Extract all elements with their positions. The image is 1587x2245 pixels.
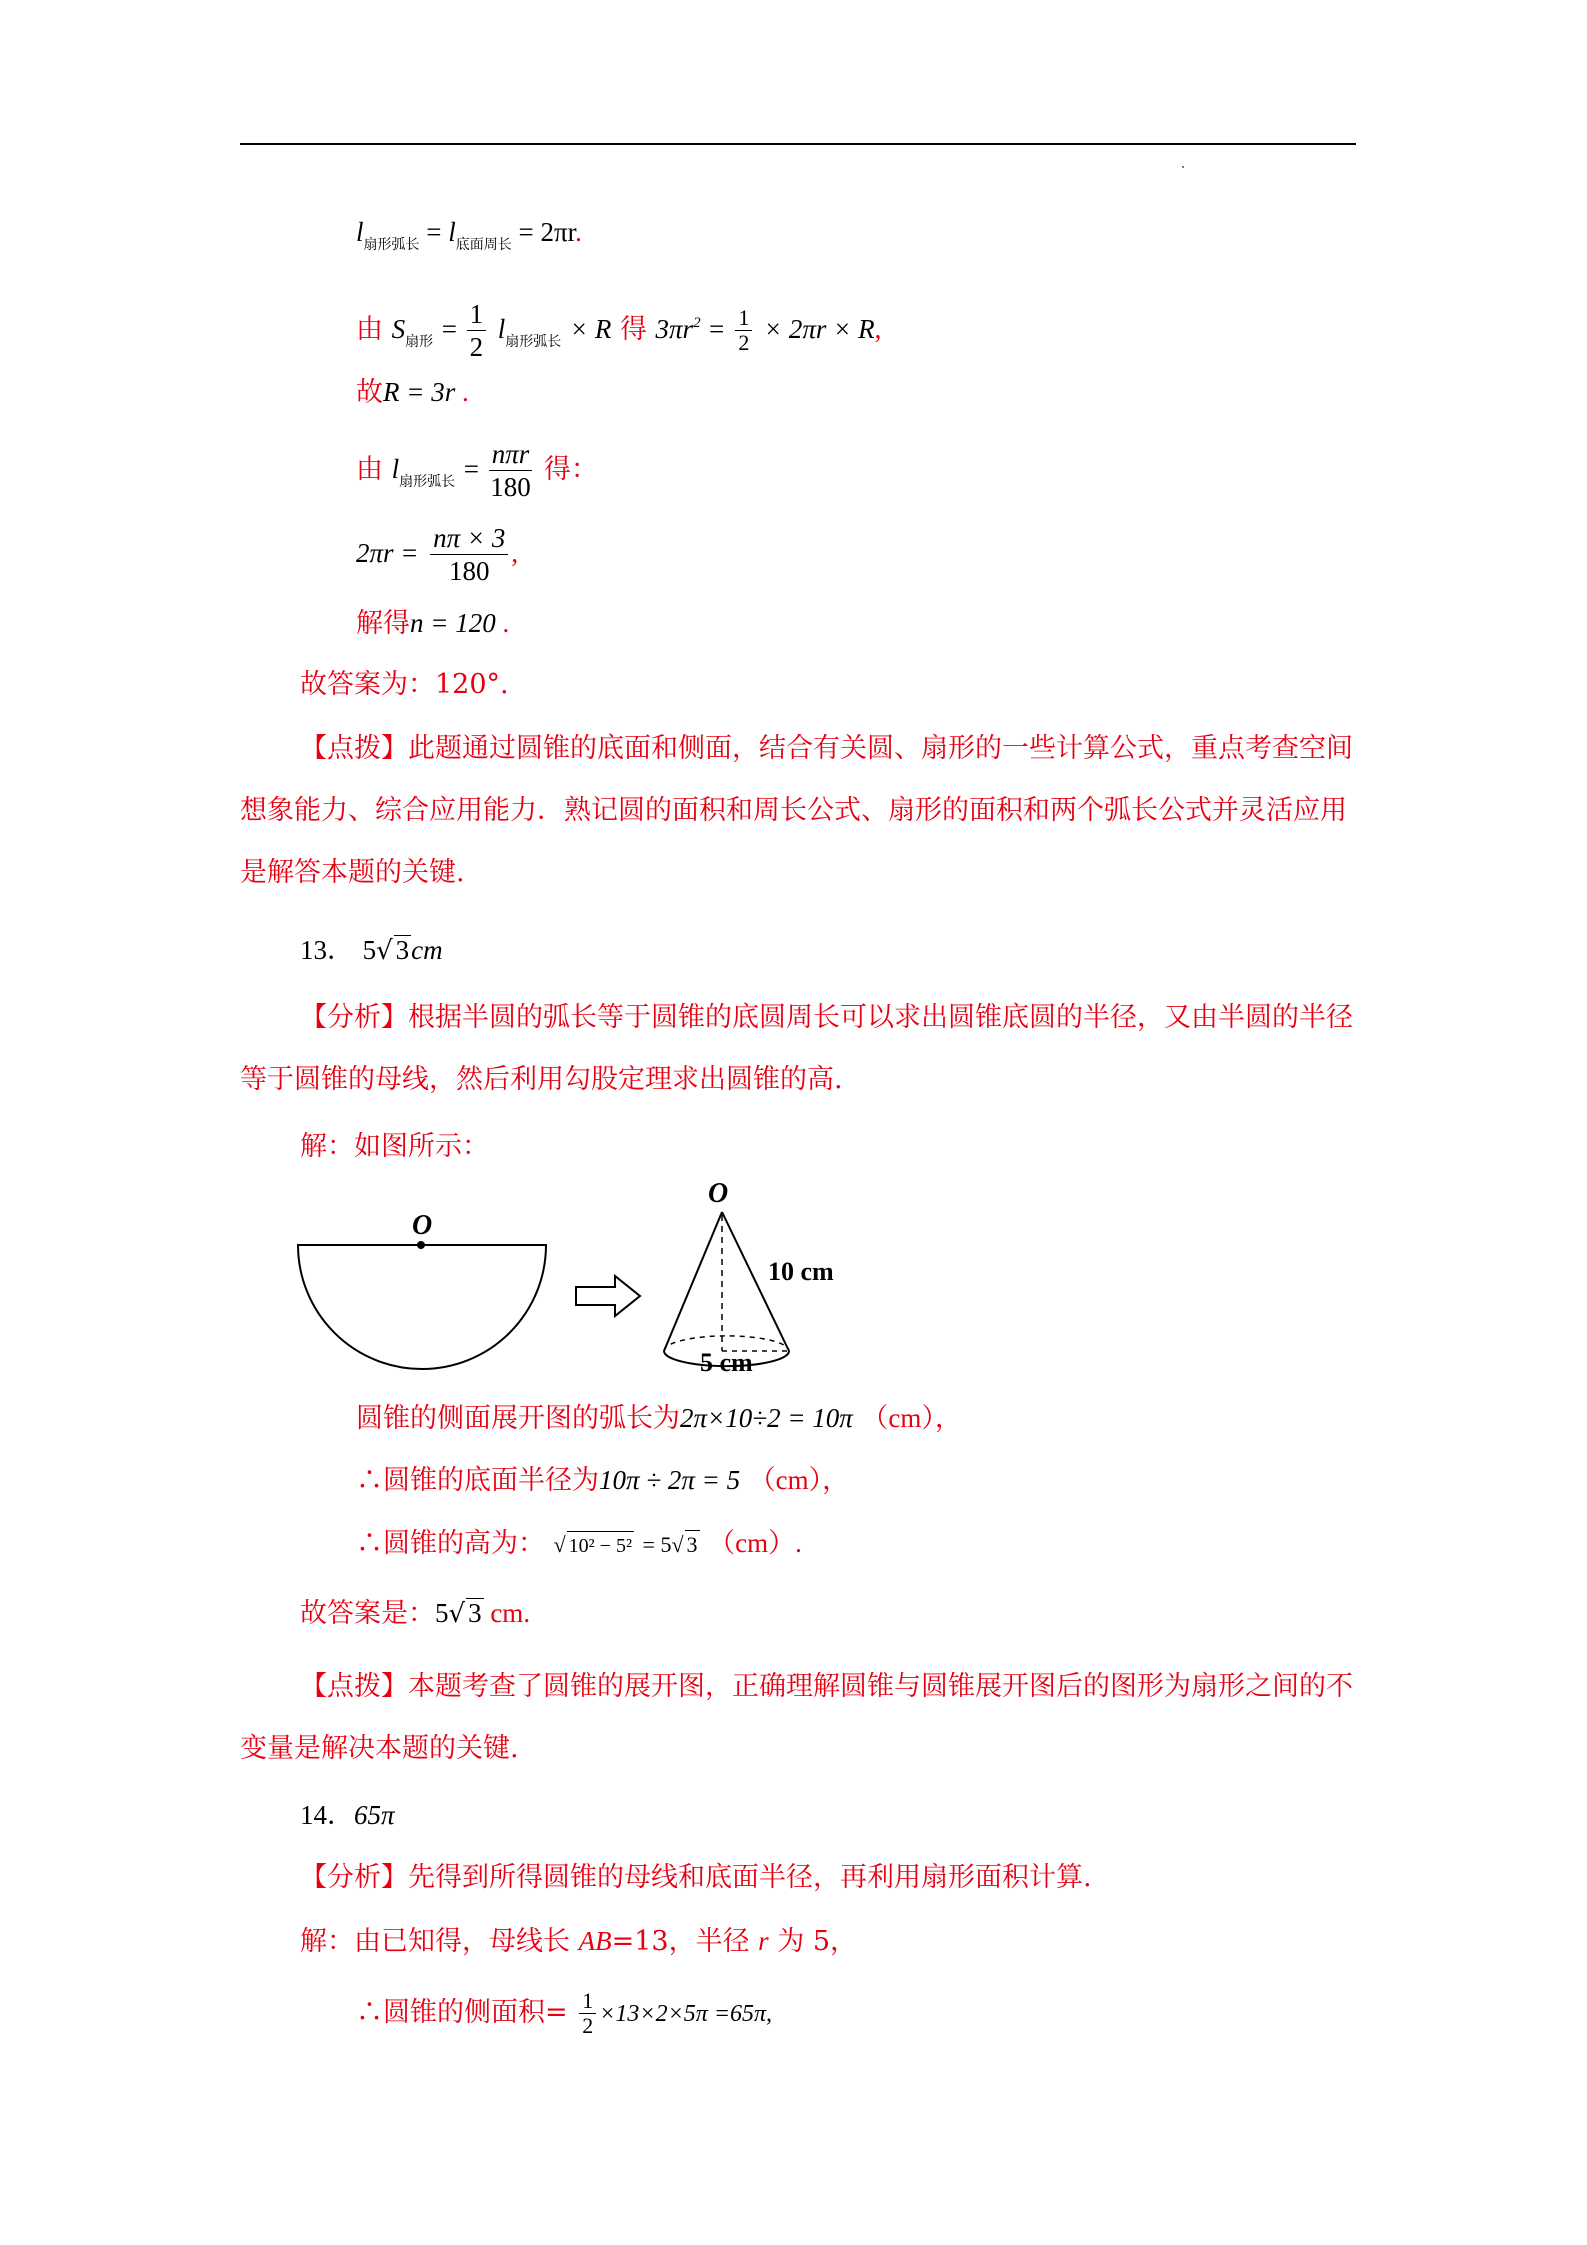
q13-step1: 圆锥的侧面展开图的弧长为2π×10÷2 = 10π （cm）， [356, 1403, 962, 1434]
slant-label: 10 cm [768, 1257, 834, 1286]
radius-label: 5 cm [700, 1348, 753, 1377]
q13-solution-intro: 解：如图所示： [300, 1131, 489, 1162]
eq-arc-formula: 由 $l_{扇形弧长}$ = $\frac{\text{nπr}}{180}$ 得： [356, 439, 598, 502]
q13-analysis: 【分析】根据半圆的弧长等于圆锥的底圆周长可以求出圆锥底圆的半径，又由半圆的半径等于圆锥的母线，然后利用勾股定理求出圆锥的高. [240, 1002, 1353, 1095]
label-o-right: O [708, 1178, 729, 1209]
center-point [417, 1241, 425, 1249]
eq-R: 故R = 3r . [356, 377, 469, 408]
q13-tip: 【点拨】本题考查了圆锥的展开图，正确理解圆锥与圆锥展开图后的图形为扇形之间的不变量是解决本题的关键. [240, 1671, 1353, 1764]
q14-answer: 14．65π [300, 1800, 395, 1830]
tip-12: 【点拨】此题通过圆锥的底面和侧面，结合有关圆、扇形的一些计算公式，重点考查空间想象能力、综合应用能力．熟记圆的面积和周长公式、扇形的面积和两个弧长公式并灵活应用是解答本题的关键. [240, 733, 1353, 888]
eq-sector-area: 由 $S_{扇形}$ = $\frac{1}{2}$ $l_{扇形弧长} \times R$ 得 $3\pi r^2$ = $\frac{1}{2}$ × 2πr × R, [356, 299, 882, 362]
q13-step3: ∴圆锥的高为： √ 10² − 5² = 5√ 3 （cm）. [356, 1528, 802, 1559]
cone-unfolding-figure [290, 1175, 850, 1385]
header-rule [240, 143, 1356, 145]
q13-final: 故答案是：5√ 3 cm. [300, 1598, 531, 1629]
eq-arc-length: $l_{扇形弧长} = l_{底面周长} = 2\pi r$. [356, 217, 582, 253]
eq-n: 解得n = 120 . [356, 608, 510, 639]
cone-left-edge [664, 1212, 722, 1351]
semicircle-shape [298, 1245, 546, 1369]
q13-answer: 13． 5√ 3cm [300, 935, 443, 966]
q14-solution: 解：由已知得，母线长 AB=13，半径 r 为 5， [300, 1926, 858, 1957]
eq-2pir: 2πr = $\frac{n\pi \times 3}{180}$ , [356, 523, 519, 586]
arrow-icon [576, 1276, 640, 1316]
q13-step2: ∴圆锥的底面半径为10π ÷ 2π = 5 （cm）， [356, 1465, 850, 1496]
scan-dot [1182, 166, 1184, 168]
q14-analysis: 【分析】先得到所得圆锥的母线和底面半径，再利用扇形面积计算. [300, 1862, 1092, 1893]
answer-12: 故答案为：120°. [300, 669, 509, 700]
label-o-left: O [412, 1210, 433, 1241]
q14-area: ∴圆锥的侧面积= $\frac{1}{2}$ ×13×2×5π =65π, [356, 1988, 773, 2038]
